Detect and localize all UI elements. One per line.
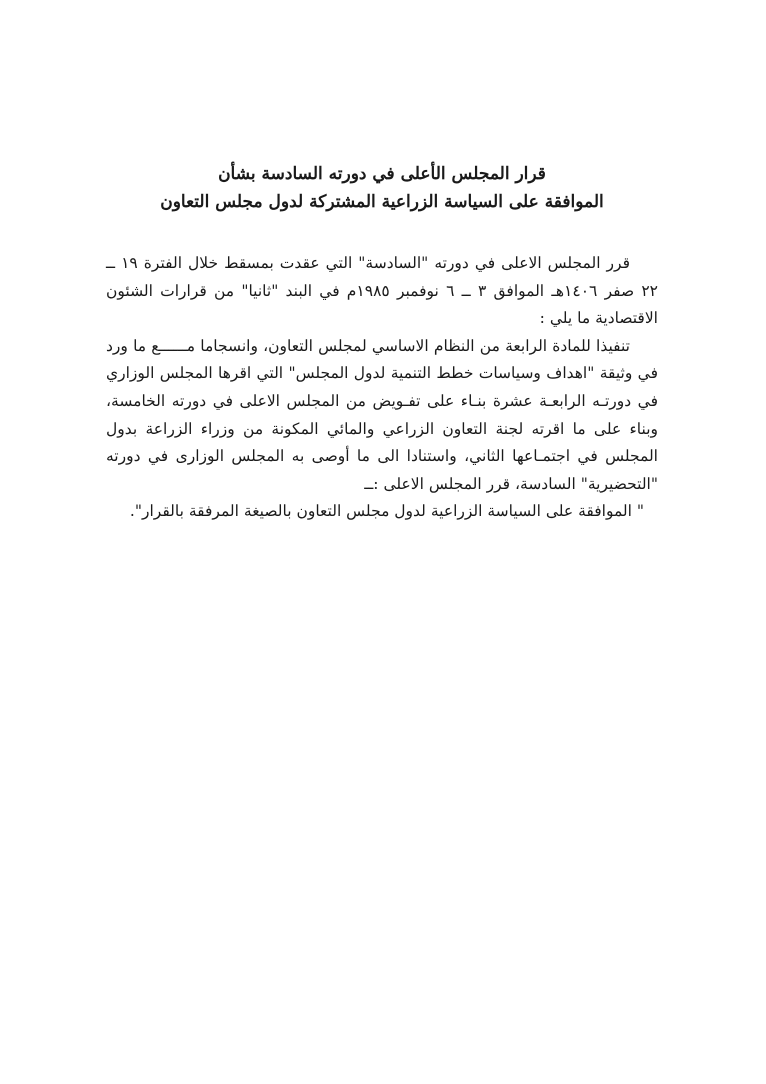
paragraph-resolution-text: " الموافقة على السياسة الزراعية لدول مجلس التعاون بالصيغة المرفقة بالقرار".: [129, 502, 644, 521]
paragraph-preamble: تنفيذا للمادة الرابعة من النظام الاساسي لمجلس التعاون، وانسجاما مــــــع ما ورد في وثيقة "اهداف وسياسات خطط التنمية لدول المجلس" التي اقرها المجلس الوزاري في دورتـه الرابعـة عشرة بنـاء على تفـويض من المجلس الاعلى في دورته الخامسة، وبناء على ما اقرته لجنة التعاون الزراعي والمائي المكونة من وزراء الزراعة بدول المجلس في اجتمـاعها الثاني، واستنادا الى ما أوصى به المجلس الوزارى في دورته "التحضيرية" السادسة، قرر المجلس الاعلى :ــ: [106, 336, 658, 493]
document-title-line-2: الموافقة على السياسة الزراعية المشتركة لدول مجلس التعاون: [160, 192, 604, 213]
document-body: [106, 250, 658, 526]
document-title: [106, 160, 658, 216]
document-title-line-1: قرار المجلس الأعلى في دورته السادسة بشأن: [218, 164, 546, 184]
paragraph-decision-intro: قرر المجلس الاعلى في دورته "السادسة" التي عقدت بمسقط خلال الفترة ١٩ ــ ٢٢ صفر ١٤٠٦هـ الموافق ٣ ــ ٦ نوفمبر ١٩٨٥م في البند "ثانيا" من قرارات الشئون الاقتصادية ما يلي :: [106, 254, 658, 328]
